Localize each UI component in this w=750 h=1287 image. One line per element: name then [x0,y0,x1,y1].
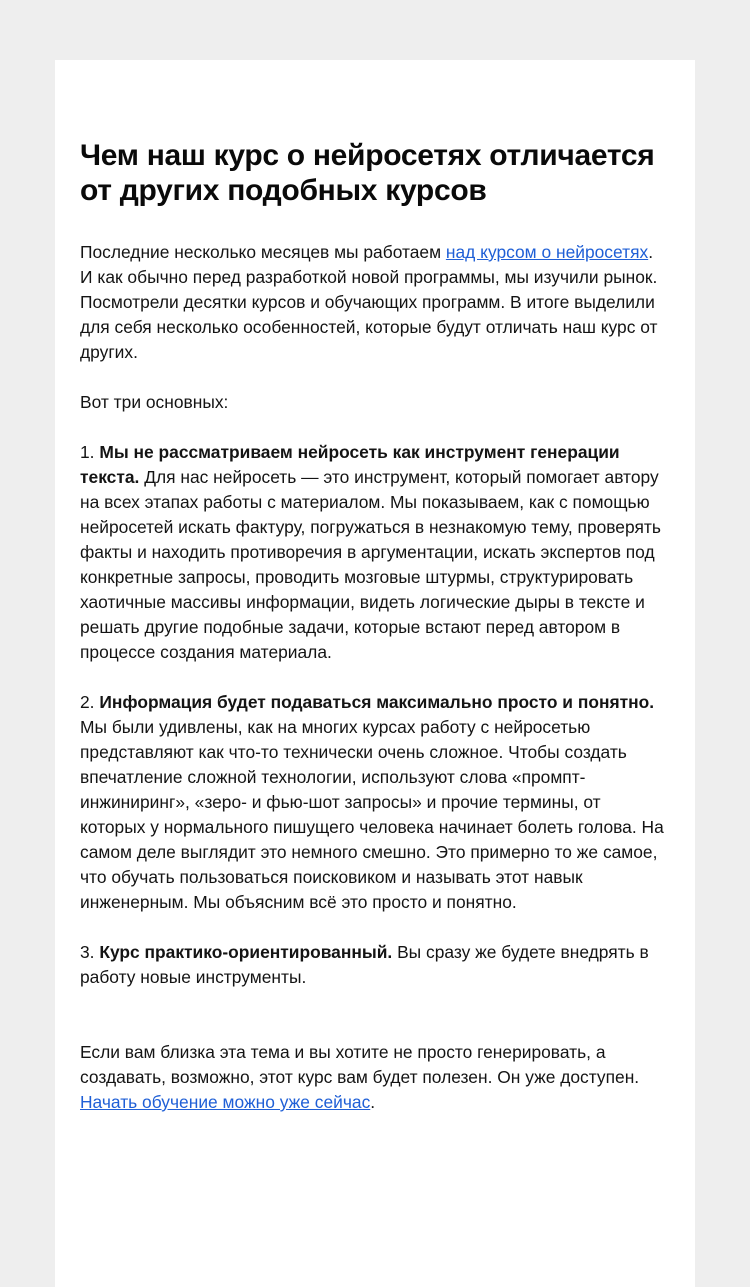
start-learning-link[interactable]: Начать обучение можно уже сейчас [80,1092,371,1112]
point-3-text: Вы сразу же будете внедрять в работу новые инструменты. [80,942,649,987]
intro-paragraph [80,240,670,365]
course-link[interactable]: над курсом о нейросетях [445,242,649,262]
point-1-heading: Мы не рассматриваем нейросеть как инструмент генерации текста. [80,442,620,487]
point-1-number: 1. [80,442,95,462]
point-3 [80,940,670,990]
outro-text-before: Если вам близка эта тема и вы хотите не просто генерировать, а создавать, возможно, этот курс вам будет полезен. Он уже доступен. [80,1042,640,1087]
intro-text-after: . И как обычно перед разработкой новой программы, мы изучили рынок. Посмотрели десятки курсов и обучающих программ. В итоге выделили для себя несколько особенностей, которые будут отличать наш курс от других. [80,242,658,362]
point-2-text: Мы были удивлены, как на многих курсах работу с нейросетью представляют как что-то технически очень сложное. Чтобы создать впечатление сложной технологии, используют слова «промпт-инжиниринг», «зеро- и фью-шот запросы» и прочие термины, от которых у нормального пишущего человека начинает болеть голова. На самом деле выглядит это немного смешно. Это примерно то же самое, что обучать пользоваться поисковиком и называть этот навык инженерным. Мы объясним всё это просто и понятно. [80,717,664,912]
point-1 [80,440,670,665]
outro-text-after: . [370,1092,376,1112]
outro-paragraph [80,1040,670,1115]
point-2-heading: Информация будет подаваться максимально просто и понятно. [99,692,655,712]
point-1-text: Для нас нейросеть — это инструмент, который помогает автору на всех этапах работы с материалом. Мы показываем, как с помощью нейросетей искать фактуру, погружаться в незнакомую тему, проверять факты и находить противоречия в аргументации, искать экспертов под конкретные запросы, проводить мозговые штурмы, структурировать хаотичные массивы информации, видеть логические дыры в тексте и решать другие подобные задачи, которые встают перед автором в процессе создания материала. [80,467,661,662]
article-content [80,138,670,1115]
point-3-number: 3. [80,942,95,962]
lead-paragraph: Вот три основных: [80,392,229,412]
article-title: Чем наш курс о нейросетях отличается от других подобных курсов [80,139,655,207]
point-3-heading: Курс практико-ориентированный. [99,942,393,962]
intro-text-before: Последние несколько месяцев мы работаем [80,242,446,262]
point-2 [80,690,670,915]
point-2-number: 2. [80,692,95,712]
email-card [55,60,695,1287]
